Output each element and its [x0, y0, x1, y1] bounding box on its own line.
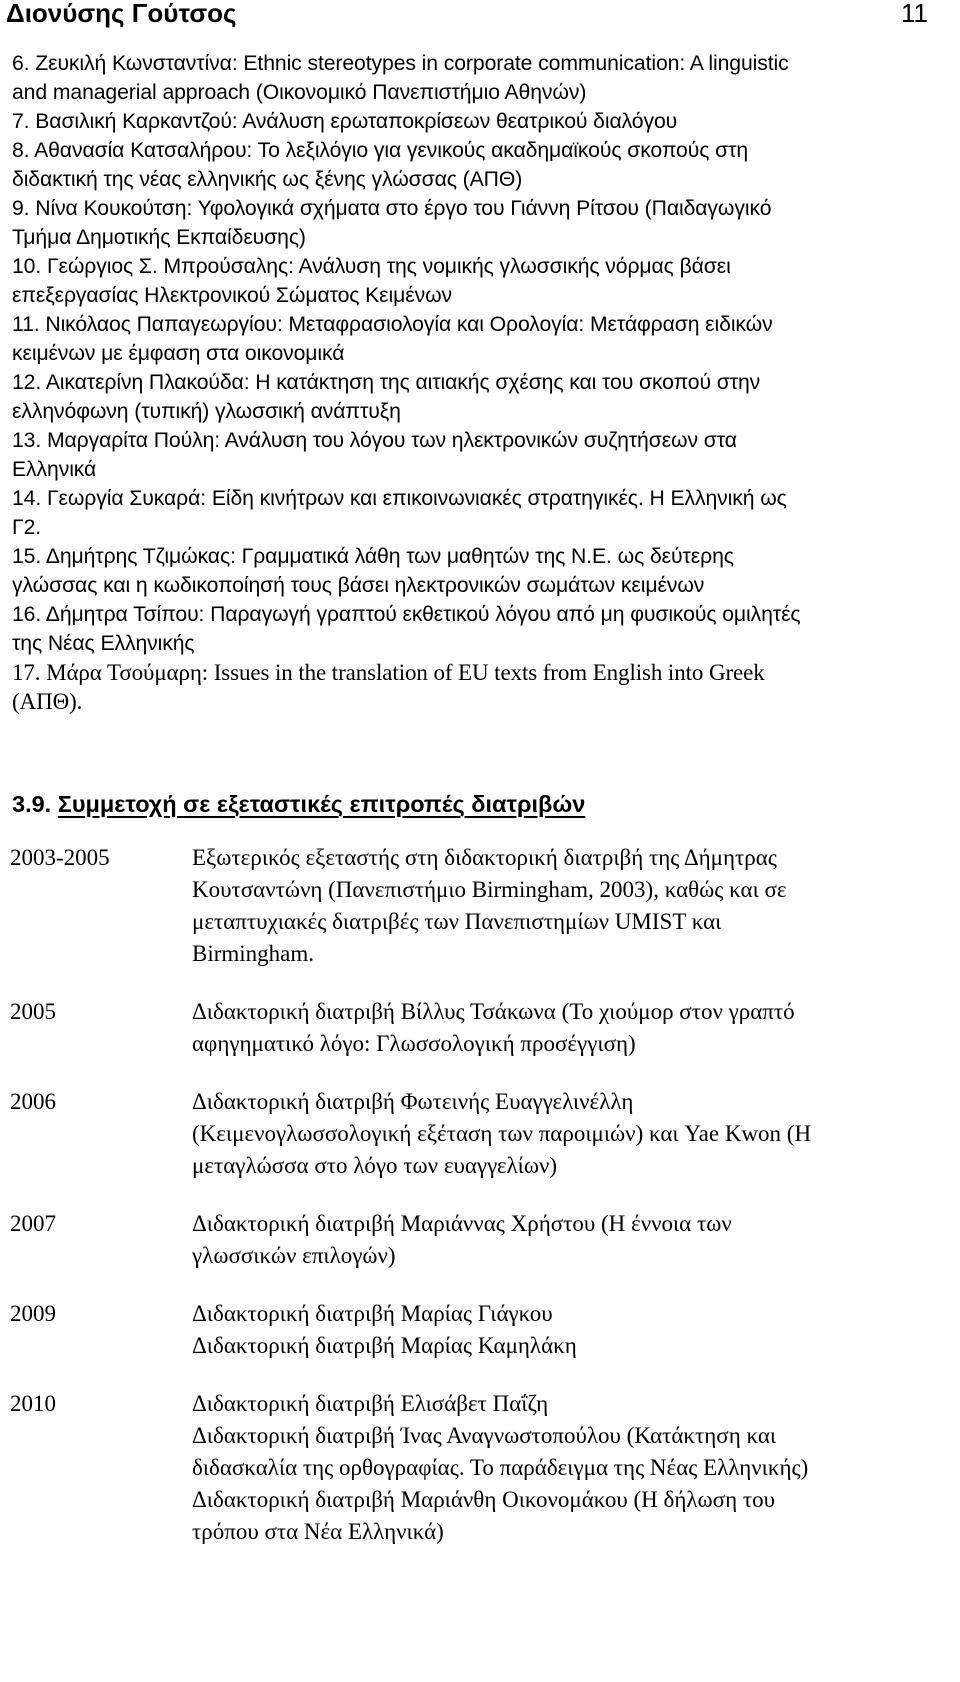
list-item — [12, 194, 937, 252]
list-item-line: 6. Ζευκιλή Κωνσταντίνα: Ethnic stereotypes in corporate communication: A linguistic — [12, 52, 789, 75]
page-header — [4, 0, 952, 40]
list-item — [12, 600, 937, 658]
committee-line: μεταπτυχιακές διατριβές των Πανεπιστημίων UMIST και — [192, 909, 722, 934]
committee-line: μεταγλώσσα στο λόγο των ευαγγελίων) — [192, 1153, 558, 1178]
committee-description — [192, 1298, 949, 1362]
list-item-line: 11. Νικόλαος Παπαγεωργίου: Μεταφρασιολογία και Ορολογία: Μετάφραση ειδικών — [12, 313, 773, 336]
committee-line: Διδακτορική διατριβή Μαριάνθη Οικονομάκου (Η δήλωση του — [192, 1487, 775, 1512]
list-item-line: (ΑΠΘ). — [12, 689, 83, 714]
section-number: 3.9. — [12, 791, 52, 817]
committees-list — [4, 842, 949, 1548]
committee-year: 2007 — [10, 1211, 56, 1236]
committee-entry — [4, 1208, 949, 1272]
list-item — [12, 368, 937, 426]
committee-description — [192, 1086, 949, 1182]
list-item — [12, 310, 937, 368]
list-item — [12, 49, 937, 107]
list-item-line: 16. Δήμητρα Τσίπου: Παραγωγή γραπτού εκθετικού λόγου από μη φυσικούς ομιλητές — [12, 603, 801, 626]
committee-line: Διδακτορική διατριβή Μαριάννας Χρήστου (Η έννοια των — [192, 1211, 732, 1236]
list-item-line: 15. Δημήτρης Τζιμώκας: Γραμματικά λάθη των μαθητών της Ν.Ε. ως δεύτερης — [12, 545, 734, 568]
committee-year: 2005 — [10, 999, 56, 1024]
committee-year: 2006 — [10, 1089, 56, 1114]
supervised-theses-list — [12, 49, 937, 716]
page-number: 11 — [901, 0, 928, 28]
list-item — [12, 107, 937, 136]
committee-line: Διδακτορική διατριβή Φωτεινής Ευαγγελινέλλη — [192, 1089, 634, 1114]
section-heading — [12, 789, 952, 819]
list-item — [12, 484, 937, 542]
list-item-line: 10. Γεώργιος Σ. Μπρούσαλης: Ανάλυση της νομικής γλωσσικής νόρμας βάσει — [12, 255, 731, 278]
committee-entry — [4, 842, 949, 970]
committee-line: τρόπου στα Νέα Ελληνικά) — [192, 1519, 444, 1544]
committee-line: Διδακτορική διατριβή Βίλλυς Τσάκωνα (Το χιούμορ στον γραπτό — [192, 999, 795, 1024]
list-item-line: 13. Μαργαρίτα Πούλη: Ανάλυση του λόγου των ηλεκτρονικών συζητήσεων στα — [12, 429, 737, 452]
list-item-line: διδακτική της νέας ελληνικής ως ξένης γλώσσας (ΑΠΘ) — [12, 168, 523, 191]
list-item-line: and managerial approach (Οικονομικό Πανεπιστήμιο Αθηνών) — [12, 81, 587, 104]
list-item — [12, 542, 937, 600]
list-item-line: 12. Αικατερίνη Πλακούδα: Η κατάκτηση της αιτιακής σχέσης και του σκοπού στην — [12, 371, 761, 394]
committee-line: Διδακτορική διατριβή Ελισάβετ Παΐζη — [192, 1391, 549, 1416]
list-item — [12, 252, 937, 310]
committee-line: (Κειμενογλωσσολογική εξέταση των παροιμιών) και Yae Kwon (Η — [192, 1121, 812, 1146]
committee-year: 2003-2005 — [10, 845, 110, 870]
list-item-line: 17. Μάρα Τσούμαρη: Issues in the translation of EU texts from English into Greek — [12, 660, 765, 685]
list-item-line: ελληνόφωνη (τυπική) γλωσσική ανάπτυξη — [12, 400, 401, 423]
list-item-line: Γ2. — [12, 516, 42, 539]
committee-entry — [4, 1298, 949, 1362]
section-title: Συμμετοχή σε εξεταστικές επιτροπές διατριβών — [57, 791, 586, 817]
committee-line: αφηγηματικό λόγο: Γλωσσολογική προσέγγιση) — [192, 1031, 636, 1056]
committee-line: Διδακτορική διατριβή Μαρίας Γιάγκου — [192, 1301, 553, 1326]
committee-line: διδασκαλία της ορθογραφίας. Το παράδειγμα της Νέας Ελληνικής) — [192, 1455, 809, 1480]
list-item — [12, 136, 937, 194]
list-item-line: γλώσσας και η κωδικοποίησή τους βάσει ηλεκτρονικών σωμάτων κειμένων — [12, 574, 705, 597]
committee-line: Εξωτερικός εξεταστής στη διδακτορική διατριβή της Δήμητρας — [192, 845, 777, 870]
list-item-line: Ελληνικά — [12, 458, 97, 481]
committee-description — [192, 842, 949, 970]
committee-line: Birmingham. — [192, 941, 315, 966]
committee-line: Διδακτορική διατριβή Ίνας Αναγνωστοπούλου (Κατάκτηση και — [192, 1423, 777, 1448]
list-item-line: 7. Βασιλική Καρκαντζού: Ανάλυση ερωταποκρίσεων θεατρικού διαλόγου — [12, 110, 678, 133]
list-item-line: της Νέας Ελληνικής — [12, 632, 195, 655]
committee-year: 2010 — [10, 1391, 56, 1416]
committee-line: γλωσσικών επιλογών) — [192, 1243, 396, 1268]
committee-line: Διδακτορική διατριβή Μαρίας Καμηλάκη — [192, 1333, 577, 1358]
list-item-line: Τμήμα Δημοτικής Εκπαίδευσης) — [12, 226, 306, 249]
author-name: Διονύσης Γούτσος — [6, 0, 237, 28]
committee-description — [192, 996, 949, 1060]
list-item-line: 9. Νίνα Κουκούτση: Υφολογικά σχήματα στο έργο του Γιάννη Ρίτσου (Παιδαγωγικό — [12, 197, 772, 220]
committee-entry — [4, 1086, 949, 1182]
committee-description — [192, 1388, 949, 1548]
list-item-line: 8. Αθανασία Κατσαλήρου: Το λεξιλόγιο για γενικούς ακαδημαϊκούς σκοπούς στη — [12, 139, 749, 162]
list-item — [12, 658, 937, 716]
list-item-line: επεξεργασίας Ηλεκτρονικού Σώματος Κειμένων — [12, 284, 453, 307]
list-item-line: 14. Γεωργία Συκαρά: Είδη κινήτρων και επικοινωνιακές στρατηγικές. Η Ελληνική ως — [12, 487, 787, 510]
committee-line: Κουτσαντώνη (Πανεπιστήμιο Birmingham, 2003), καθώς και σε — [192, 877, 787, 902]
list-item — [12, 426, 937, 484]
committee-description — [192, 1208, 949, 1272]
committee-year: 2009 — [10, 1301, 56, 1326]
list-item-line: κειμένων με έμφαση στα οικονομικά — [12, 342, 345, 365]
committee-entry — [4, 1388, 949, 1548]
committee-entry — [4, 996, 949, 1060]
